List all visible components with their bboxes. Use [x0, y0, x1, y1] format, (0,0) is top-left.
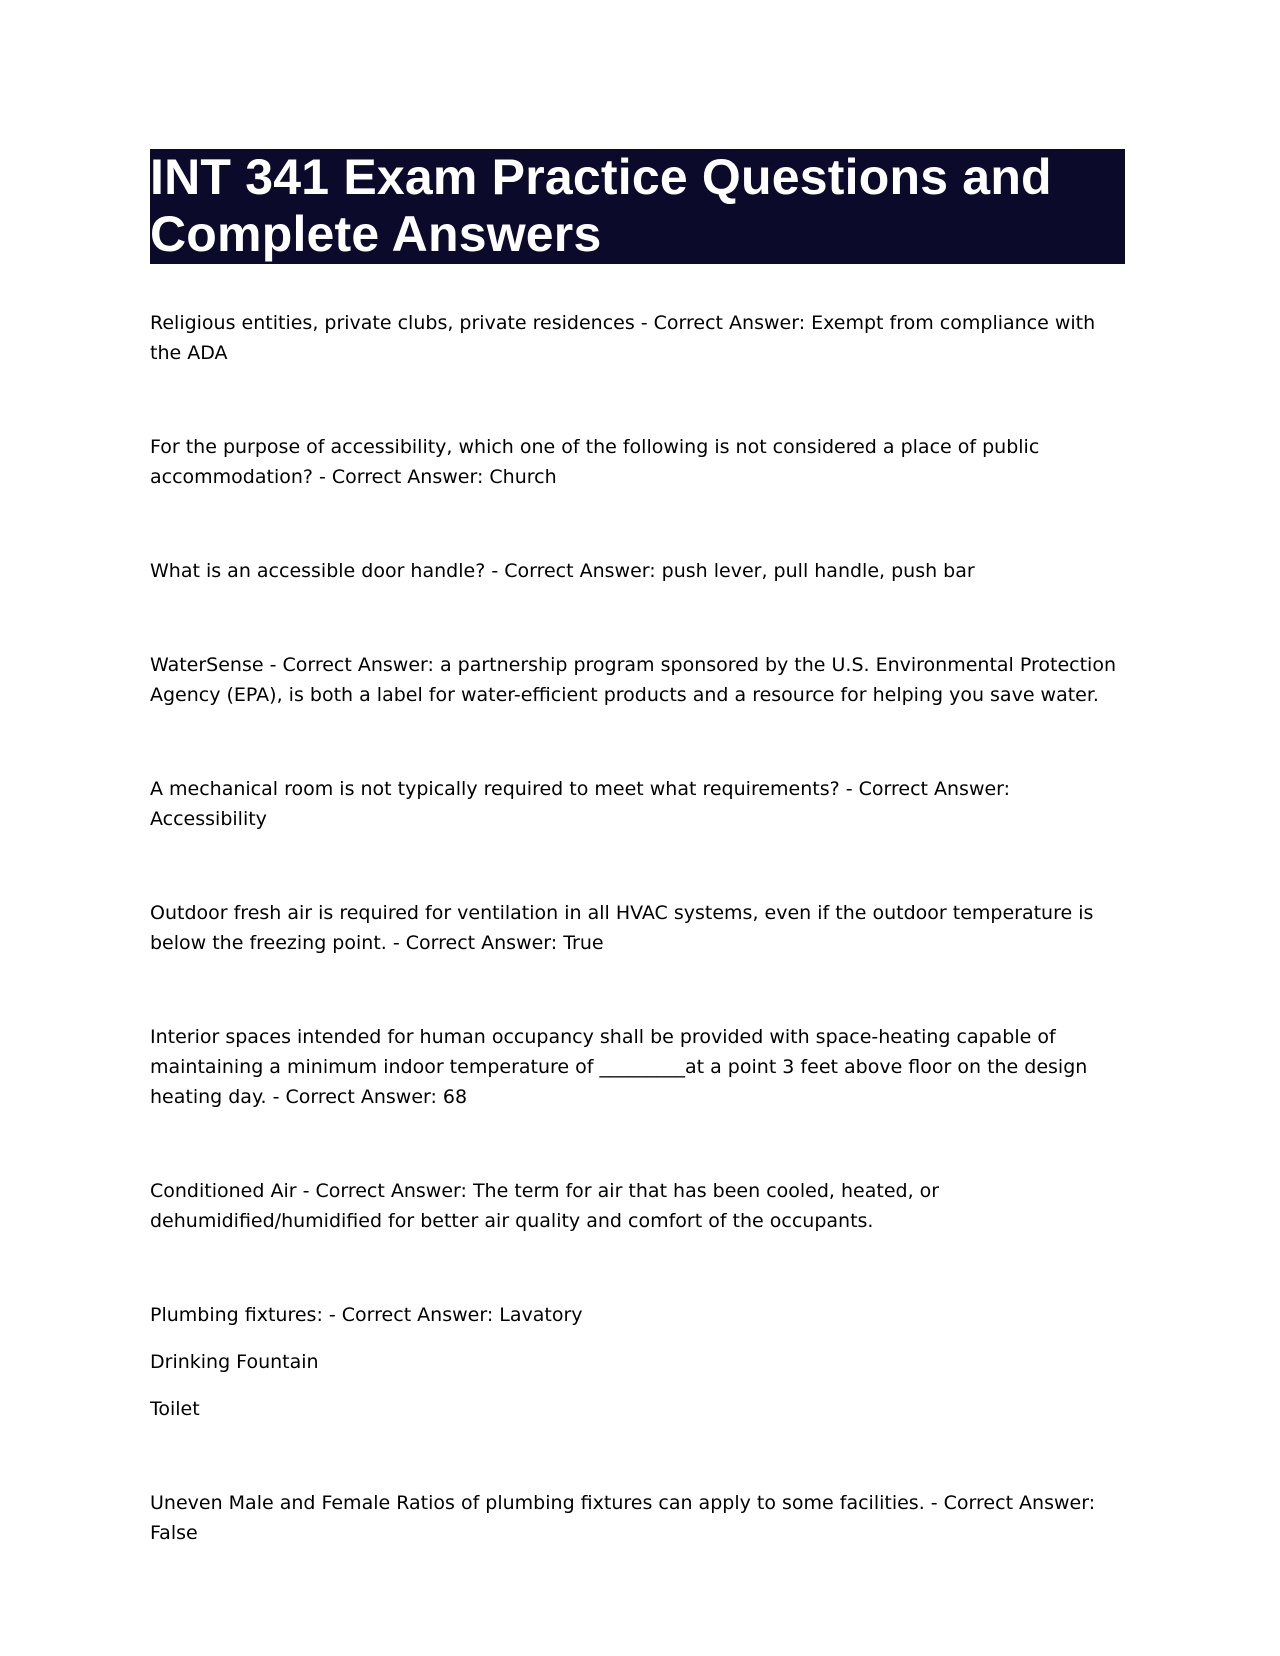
qa-entry-last: Uneven Male and Female Ratios of plumbing fixtures can apply to some facilities. - Correct Answer: False — [150, 1492, 1096, 1544]
qa-entry-8: Conditioned Air - Correct Answer: The term for air that has been cooled, heated, or dehumidified/humidified for better air quality and comfort of the occupants. — [150, 1180, 940, 1232]
qa-entry-4: WaterSense - Correct Answer: a partnership program sponsored by the U.S. Environmental Protection Agency (EPA), is both a label for water-efficient products and a resource for helping you save water. — [150, 654, 1116, 706]
plumbing-item-drinking-fountain: Drinking Fountain — [150, 1351, 319, 1373]
document-title: INT 341 Exam Practice Questions and Complete Answers — [150, 149, 1052, 262]
qa-entry-3: What is an accessible door handle? - Correct Answer: push lever, pull handle, push bar — [150, 560, 975, 582]
document-body — [150, 308, 1130, 1548]
qa-entry-1: Religious entities, private clubs, private residences - Correct Answer: Exempt from compliance with the ADA — [150, 312, 1096, 364]
qa-entry-plumbing: Plumbing fixtures: - Correct Answer: Lavatory — [150, 1304, 583, 1326]
qa-entry-7: Interior spaces intended for human occupancy shall be provided with space-heating capable of maintaining a minimum indoor temperature of _________at a point 3 feet above floor on the design heating day. - Correct Answer: 68 — [150, 1026, 1088, 1108]
qa-entry-6: Outdoor fresh air is required for ventilation in all HVAC systems, even if the outdoor temperature is below the freezing point. - Correct Answer: True — [150, 902, 1094, 954]
plumbing-item-toilet: Toilet — [150, 1398, 200, 1420]
title-banner — [150, 149, 1125, 264]
qa-entry-5: A mechanical room is not typically required to meet what requirements? - Correct Answer: Accessibility — [150, 778, 1011, 830]
qa-entry-2: For the purpose of accessibility, which one of the following is not considered a place of public accommodation? - Correct Answer: Church — [150, 436, 1040, 488]
